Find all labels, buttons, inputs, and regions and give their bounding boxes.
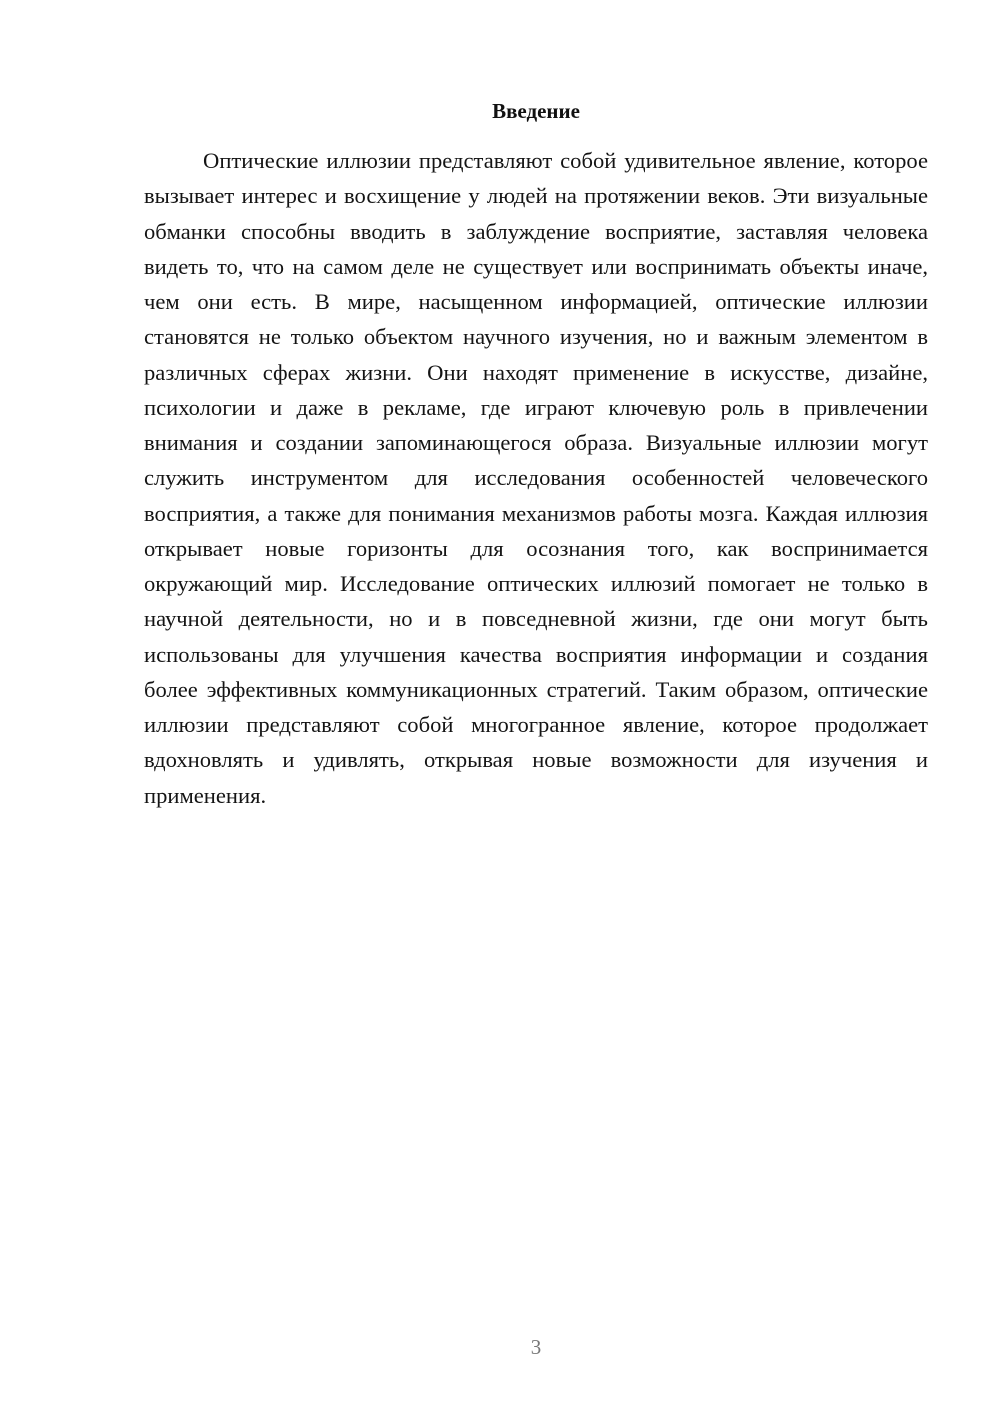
section-heading: Введение — [492, 99, 580, 123]
page-number: 3 — [530, 1335, 542, 1359]
introduction-paragraph: Оптические иллюзии представляют собой удивительное явление, которое вызывает интерес и восхищение у людей на протяжении веков. Эти визуальные обманки способны вводить в заблуждение восприятие, заставляя человека видеть то, что на самом деле не существует или воспринимать объекты иначе, чем они есть. В мире, насыщенном информацией, оптические иллюзии становятся не только объектом научного изучения, но и важным элементом в различных сферах жизни. Они находят применение в искусстве, дизайне, психологии и даже в рекламе, где играют ключевую роль в привлечении внимания и создании запоминающегося образа. Визуальные иллюзии могут служить инструментом для исследования особенностей человеческого восприятия, а также для понимания механизмов работы мозга. Каждая иллюзия открывает новые горизонты для осознания того, как воспринимается окружающий мир. Исследование оптических иллюзий помогает не только в научной деятельности, но и в повседневной жизни, где они могут быть использованы для улучшения качества восприятия информации и создания более эффективных коммуникационных стратегий. Таким образом, оптические иллюзии представляют собой многогранное явление, которое продолжает вдохновлять и удивлять, открывая новые возможности для изучения и применения. — [144, 148, 928, 808]
